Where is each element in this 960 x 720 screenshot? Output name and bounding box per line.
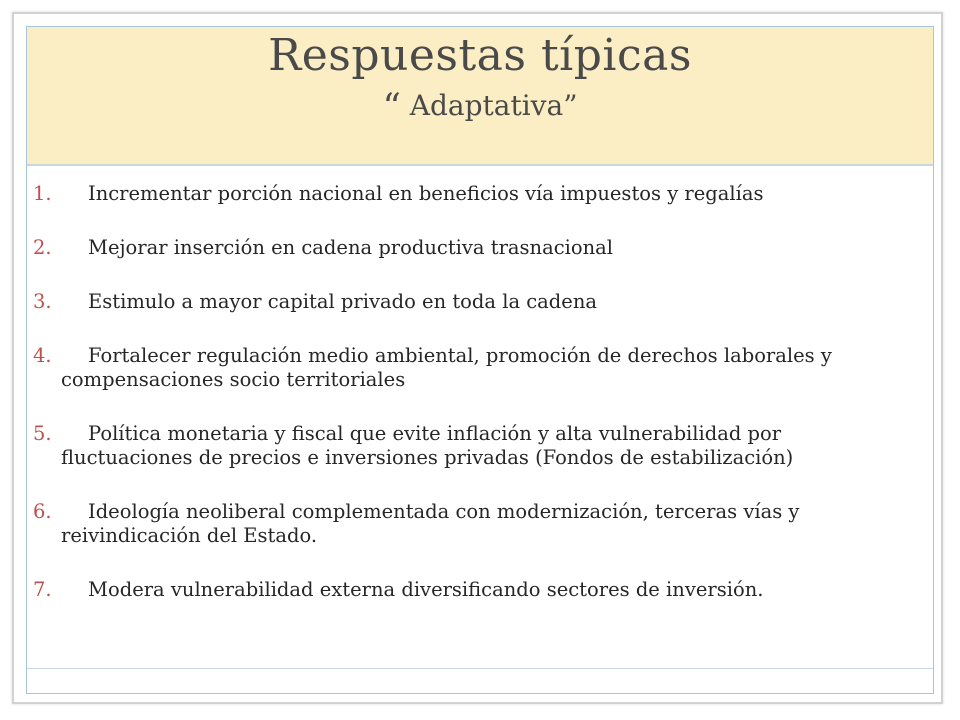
list-item-text: Incrementar porción nacional en beneficios vía impuestos y regalías: [88, 182, 764, 205]
list-item-number: 7.: [33, 578, 52, 601]
slide-title-block: [27, 30, 933, 128]
list-item-text: Mejorar inserción en cadena productiva trasnacional: [88, 236, 614, 259]
list-item-number: 1.: [33, 182, 52, 205]
list-item: [33, 578, 913, 602]
subtitle-open-quote: “: [382, 87, 401, 128]
list-item-text: Fortalecer regulación medio ambiental, promoción de derechos laborales y compensaciones socio territoriales: [61, 344, 832, 391]
list-item-text: Ideología neoliberal complementada con modernización, terceras vías y reivindicación del Estado.: [61, 500, 800, 547]
subtitle-text: Adaptativa: [409, 89, 564, 122]
list-item-text: Estimulo a mayor capital privado en toda la cadena: [88, 290, 598, 313]
subtitle-close-quote: ”: [563, 89, 578, 122]
list-item-number: 6.: [33, 500, 52, 523]
list-item-number: 4.: [33, 344, 52, 367]
list-item-number: 2.: [33, 236, 52, 259]
list-item: [33, 500, 913, 548]
list-item-number: 3.: [33, 290, 52, 313]
list-item: [33, 290, 913, 314]
list-item-text: Política monetaria y fiscal que evite inflación y alta vulnerabilidad por fluctuaciones de precios e inversiones privadas (Fondos de estabilización): [61, 422, 794, 469]
title-divider: [27, 164, 933, 166]
footer-divider: [27, 668, 933, 669]
slide-title: Respuestas típicas: [268, 30, 692, 81]
slide-subtitle: [27, 87, 933, 128]
list-item: [33, 236, 913, 260]
list-item-text: Modera vulnerabilidad externa diversificando sectores de inversión.: [88, 578, 764, 601]
list-item: [33, 344, 913, 392]
list-item: [33, 422, 913, 470]
list-item-number: 5.: [33, 422, 52, 445]
response-list: [33, 182, 913, 632]
list-item: [33, 182, 913, 206]
